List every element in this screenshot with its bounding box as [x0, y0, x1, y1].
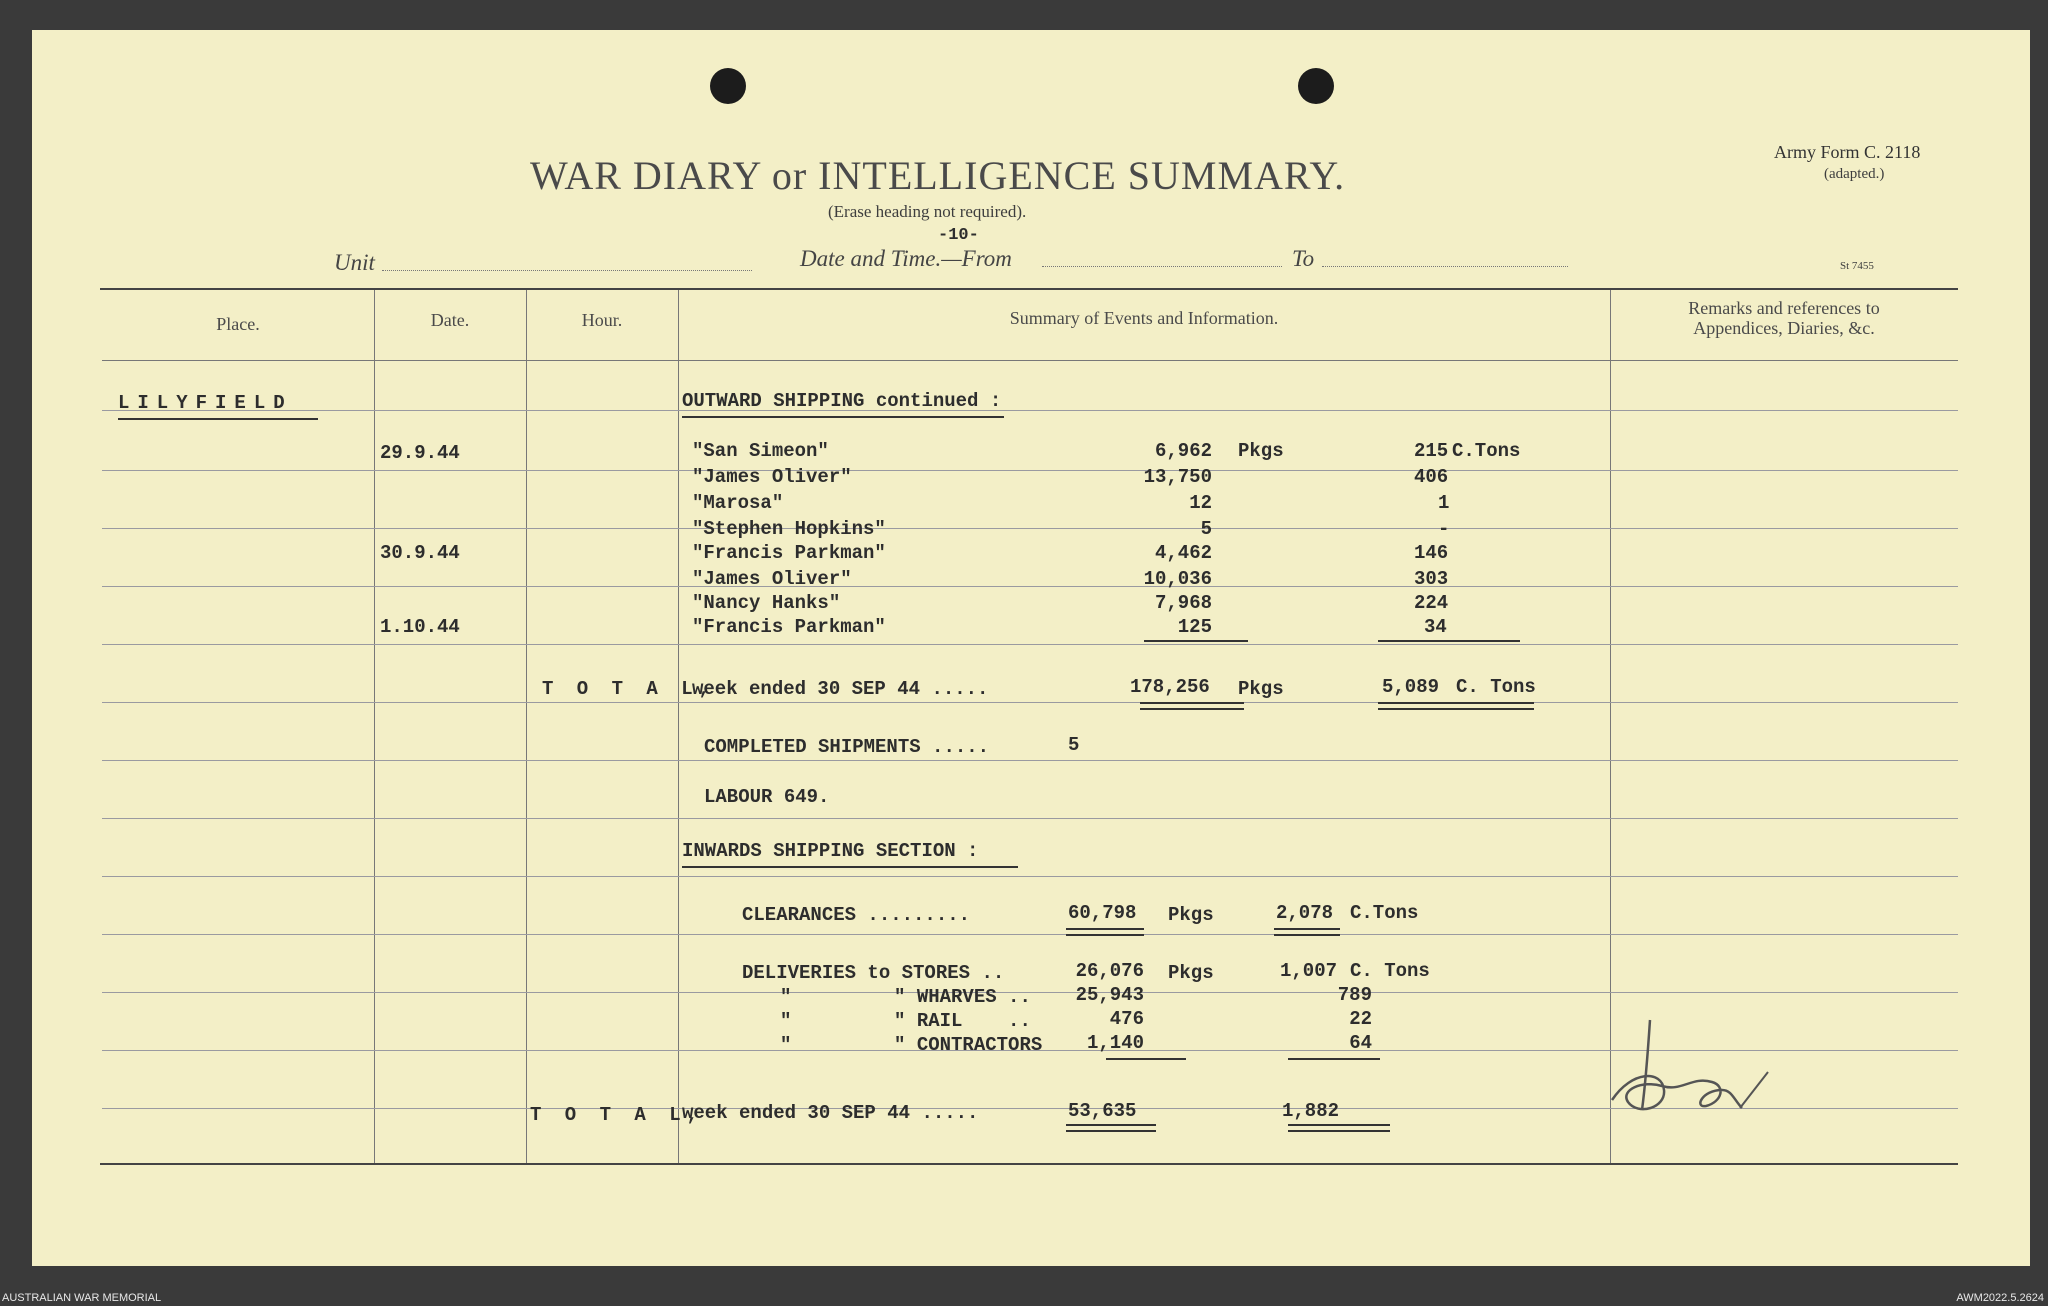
column-heading-remarks-line1: Remarks and references to: [1688, 298, 1880, 318]
ruled-line: [102, 702, 1958, 703]
total-double-underline: [1378, 708, 1534, 710]
ruled-line: [102, 760, 1958, 761]
ruled-line: [102, 934, 1958, 935]
delivery-pkgs: 1,140: [1086, 1032, 1144, 1054]
ruled-line: [102, 410, 1958, 411]
total-tons: 5,089: [1382, 676, 1440, 698]
delivery-pkgs: 26,076: [1075, 960, 1144, 982]
ruled-line: [102, 586, 1958, 587]
total-pkgs: 178,256: [1130, 676, 1210, 698]
place-underline: [118, 418, 318, 420]
form-title: WAR DIARY or INTELLIGENCE SUMMARY.: [530, 153, 1346, 198]
punch-hole-right: [1298, 68, 1334, 104]
delivery-label: " " WHARVES ..: [780, 986, 1031, 1008]
clearances-label: CLEARANCES .........: [742, 904, 971, 926]
column-heading-hour: Hour.: [581, 310, 623, 330]
column-divider-hour: [678, 290, 679, 1163]
punch-hole-left: [710, 68, 746, 104]
page-number: -10-: [938, 226, 979, 245]
ship-name: "San Simeon": [692, 440, 829, 462]
ship-pkgs: 13,750: [1143, 466, 1212, 488]
clearances-underline: [1274, 928, 1340, 930]
ship-tons: 406: [1414, 466, 1449, 488]
handwritten-signature: [1602, 990, 1782, 1140]
ship-pkgs: 4,462: [1154, 542, 1212, 564]
total-double-underline: [1066, 1130, 1156, 1132]
ship-tons: 215: [1414, 440, 1449, 462]
ship-pkgs: 7,968: [1154, 592, 1212, 614]
delivery-pkgs: 476: [1109, 1008, 1144, 1030]
total-week-label: week ended 30 SEP 44 .....: [682, 1102, 979, 1124]
clearances-underline: [1066, 928, 1144, 930]
ship-tons: -: [1438, 518, 1450, 540]
to-field-line: [1322, 266, 1568, 267]
clearances-tons: 2,078: [1276, 902, 1334, 924]
unit-label: Unit: [334, 250, 375, 275]
delivery-tons: 64: [1349, 1032, 1372, 1054]
total-double-underline: [1288, 1124, 1390, 1126]
ship-name: "Stephen Hopkins": [692, 518, 886, 540]
ruled-line: [102, 818, 1958, 819]
diary-sheet: [32, 30, 2030, 1266]
completed-shipments-value: 5: [1068, 734, 1080, 756]
stock-number: St 7455: [1840, 260, 1874, 272]
inwards-shipping-heading: INWARDS SHIPPING SECTION :: [682, 840, 979, 862]
delivery-tons: 22: [1349, 1008, 1372, 1030]
table-top-rule: [100, 288, 1958, 290]
army-form-label: Army Form C. 2118: [1774, 142, 1921, 162]
total-double-underline: [1288, 1130, 1390, 1132]
delivery-label: " " RAIL ..: [780, 1010, 1031, 1032]
footer-credit: AUSTRALIAN WAR MEMORIAL: [2, 1292, 162, 1304]
clearances-pkgs-unit: Pkgs: [1168, 904, 1214, 926]
total-double-underline: [1140, 702, 1244, 704]
ship-name: "Nancy Hanks": [692, 592, 841, 614]
total-double-underline: [1066, 1124, 1156, 1126]
column-divider-date: [526, 290, 527, 1163]
clearances-pkgs: 60,798: [1068, 902, 1137, 924]
delivery-pkgs: 25,943: [1075, 984, 1144, 1006]
column-heading-place: Place.: [216, 314, 260, 334]
total-tons-unit: C. Tons: [1456, 676, 1536, 698]
labour-line: LABOUR 649.: [704, 786, 830, 808]
inwards-heading-underline: [682, 866, 1018, 868]
ship-date: 30.9.44: [380, 542, 460, 564]
delivery-tons-unit: C. Tons: [1350, 960, 1430, 982]
total-pkgs-unit: Pkgs: [1238, 678, 1284, 700]
ship-pkgs: 5: [1200, 518, 1212, 540]
total-hour-label: T O T A L,: [530, 1104, 705, 1126]
tons-unit: C.Tons: [1452, 440, 1521, 462]
delivery-subtotal-underline: [1288, 1058, 1380, 1060]
delivery-tons: 1,007: [1280, 960, 1338, 982]
column-heading-remarks-line2: Appendices, Diaries, &c.: [1693, 318, 1875, 338]
outward-heading-underline: [682, 416, 1004, 418]
ship-date: 29.9.44: [380, 442, 460, 464]
ruled-line: [102, 528, 1958, 529]
ship-tons: 303: [1414, 568, 1449, 590]
ship-name: "Francis Parkman": [692, 616, 886, 638]
erase-note: (Erase heading not required).: [828, 202, 1027, 221]
ship-pkgs: 125: [1177, 616, 1212, 638]
ship-pkgs: 12: [1189, 492, 1212, 514]
column-heading-date: Date.: [430, 310, 470, 330]
table-bottom-rule: [100, 1163, 1958, 1165]
ship-date: 1.10.44: [380, 616, 460, 638]
total-tons: 1,882: [1282, 1100, 1340, 1122]
ship-name: "James Oliver": [692, 568, 852, 590]
clearances-tons-unit: C.Tons: [1350, 902, 1419, 924]
ship-tons: 1: [1438, 492, 1450, 514]
pkgs-unit: Pkgs: [1238, 440, 1284, 462]
total-double-underline: [1140, 708, 1244, 710]
subtotal-underline-pkgs: [1144, 640, 1248, 642]
header-row-line: [102, 360, 1958, 361]
column-divider-place: [374, 290, 375, 1163]
ruled-line: [102, 644, 1958, 645]
ship-tons: 146: [1414, 542, 1449, 564]
outward-shipping-heading: OUTWARD SHIPPING continued :: [682, 390, 1002, 412]
delivery-pkgs-unit: Pkgs: [1168, 962, 1214, 984]
delivery-subtotal-underline: [1106, 1058, 1186, 1060]
adapted-label: (adapted.): [1824, 166, 1885, 182]
ruled-line: [102, 470, 1958, 471]
subtotal-underline-tons: [1378, 640, 1520, 642]
ship-name: "Marosa": [692, 492, 784, 514]
place-lilyfield: LILYFIELD: [118, 392, 293, 414]
delivery-label: " " CONTRACTORS: [780, 1034, 1043, 1056]
ship-pkgs: 6,962: [1154, 440, 1212, 462]
to-label: To: [1292, 246, 1315, 271]
total-double-underline: [1378, 702, 1534, 704]
clearances-underline: [1066, 934, 1144, 936]
ship-name: "James Oliver": [692, 466, 852, 488]
ship-name: "Francis Parkman": [692, 542, 886, 564]
clearances-underline: [1274, 934, 1340, 936]
delivery-label: DELIVERIES to STORES ..: [742, 962, 1005, 984]
footer-accession-number: AWM2022.5.2624: [1956, 1292, 2044, 1304]
total-pkgs: 53,635: [1068, 1100, 1137, 1122]
unit-field-line: [382, 270, 752, 271]
total-week-label: week ended 30 SEP 44 .....: [692, 678, 989, 700]
from-field-line: [1042, 266, 1282, 267]
ship-tons: 34: [1424, 616, 1447, 638]
column-heading-summary: Summary of Events and Information.: [1009, 308, 1279, 328]
completed-shipments-label: COMPLETED SHIPMENTS .....: [704, 736, 990, 758]
date-time-label: Date and Time.—From: [800, 246, 1012, 271]
ship-pkgs: 10,036: [1143, 568, 1212, 590]
ruled-line: [102, 876, 1958, 877]
delivery-tons: 789: [1337, 984, 1372, 1006]
ship-tons: 224: [1414, 592, 1449, 614]
total-hour-label: T O T A L,: [542, 678, 717, 700]
